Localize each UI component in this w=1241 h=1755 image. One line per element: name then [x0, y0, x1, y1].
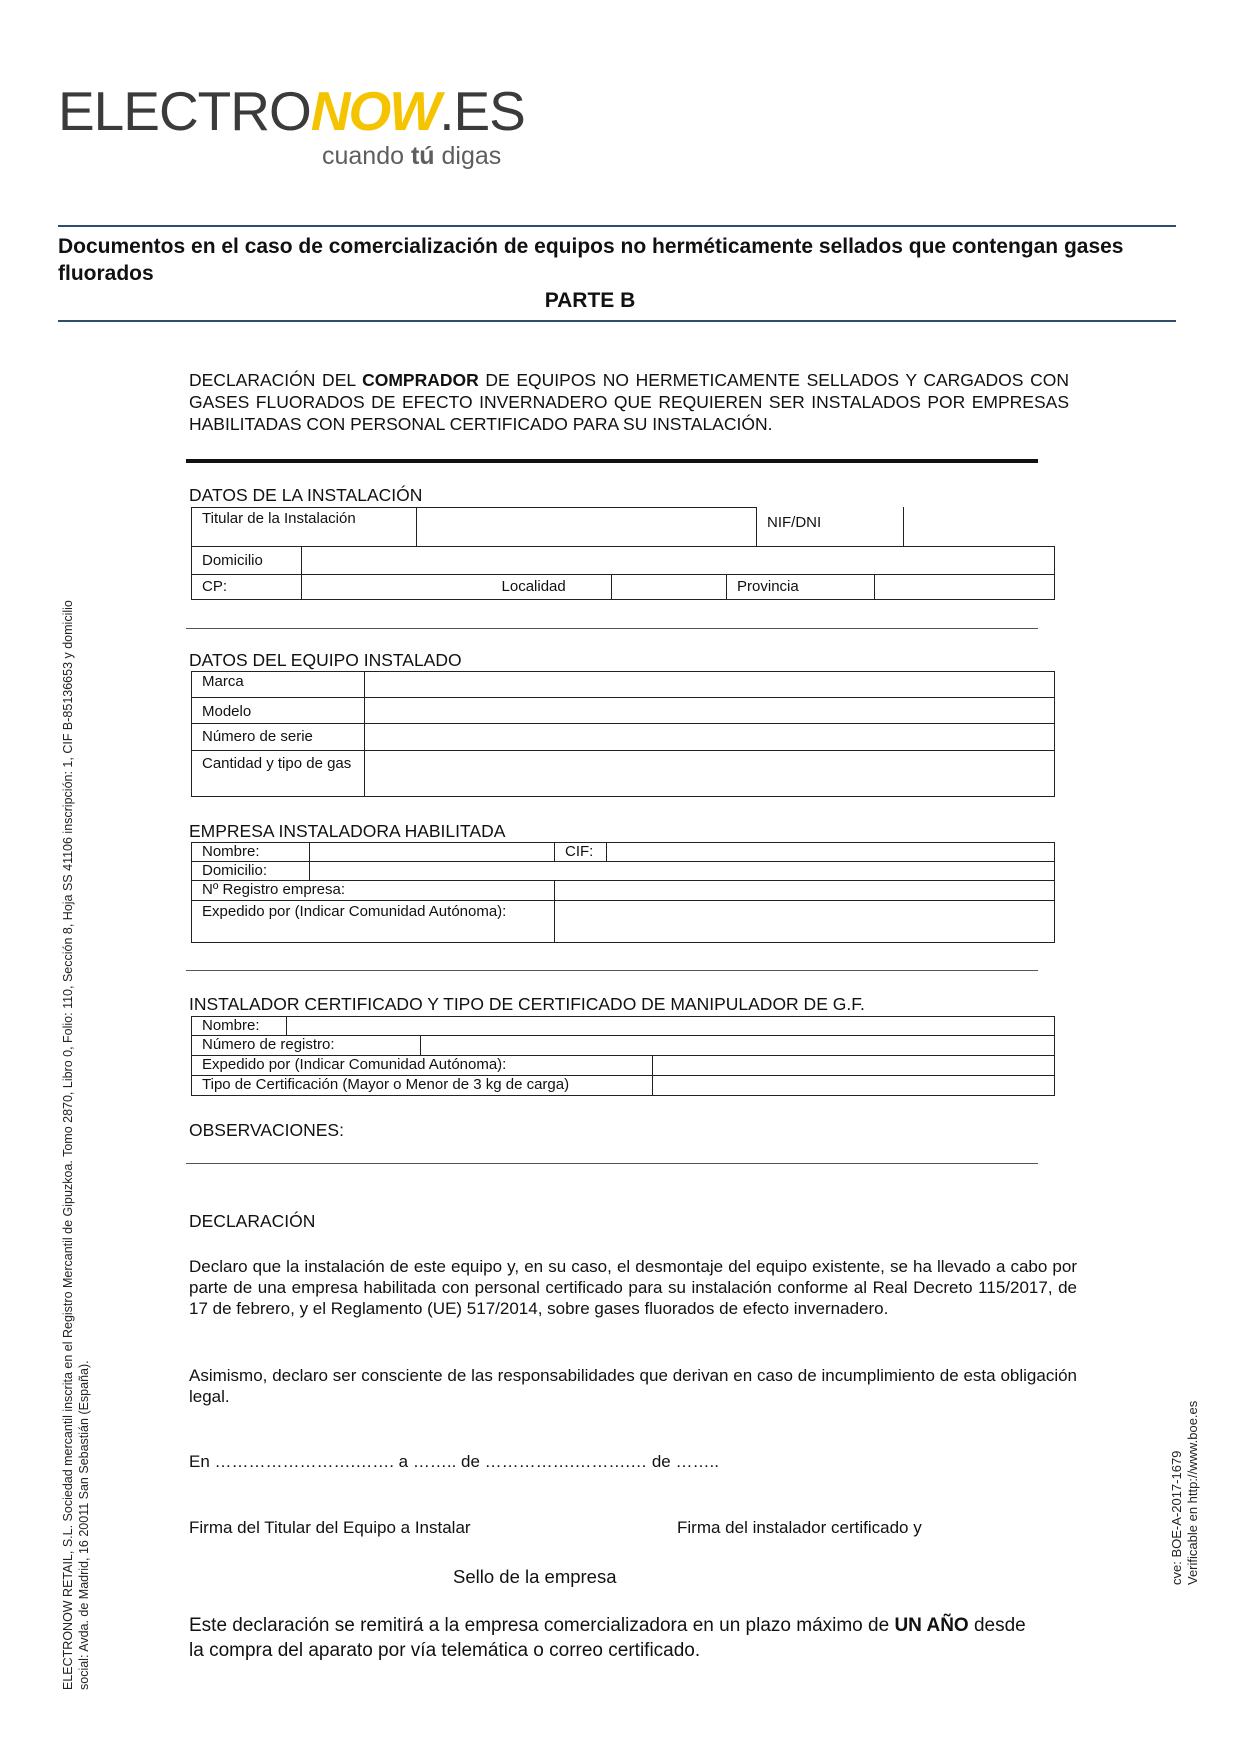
modelo-field[interactable]: [365, 698, 1055, 724]
intro-declaration: DECLARACIÓN DEL COMPRADOR DE EQUIPOS NO HERMETICAMENTE SELLADOS Y CARGADOS CON GASES FLUORADOS DE EFECTO INVERNADERO QUE REQUIEREN SER INSTALADOS POR EMPRESAS HABILITADAS CON PERSONAL CERTIFICADO PARA SU INSTALACIÓN.: [189, 370, 1069, 434]
document-subtitle: PARTE B: [544, 289, 636, 312]
company-domicilio-field[interactable]: [310, 862, 1055, 881]
localidad-field[interactable]: [612, 575, 727, 600]
cp-field[interactable]: [302, 575, 417, 600]
final-note: Este declaración se remitirá a la empresa comercializadora en un plazo máximo de UN AÑO desde la compra del aparato por vía telemática o correo certificado.: [189, 1615, 1026, 1661]
domicilio-field[interactable]: [302, 547, 1055, 575]
installer-registro-label: Número de registro:: [192, 1036, 421, 1056]
company-heading: EMPRESA INSTALADORA HABILITADA: [189, 821, 506, 841]
section-divider: [186, 970, 1038, 971]
installer-heading: INSTALADOR CERTIFICADO Y TIPO DE CERTIFICADO DE MANIPULADOR DE G.F.: [189, 994, 865, 1014]
installer-expedido-field[interactable]: [653, 1056, 1055, 1076]
installer-nombre-label: Nombre:: [192, 1017, 287, 1036]
serie-label: Número de serie: [192, 724, 365, 751]
place-date-line: En …………………….……. a …….. de …………….……….… de ……..: [189, 1452, 719, 1471]
declaracion-heading: DECLARACIÓN: [189, 1211, 316, 1231]
domicilio-label: Domicilio: [192, 547, 302, 575]
company-cif-label: CIF:: [555, 843, 607, 862]
provincia-label: Provincia: [727, 575, 875, 600]
serie-field[interactable]: [365, 724, 1055, 751]
section-divider: [186, 459, 1038, 463]
marca-label: Marca: [192, 672, 365, 698]
observaciones-label: OBSERVACIONES:: [189, 1120, 344, 1140]
installer-tipo-label: Tipo de Certificación (Mayor o Menor de 3 kg de carga): [192, 1076, 653, 1096]
logo-text-es: .ES: [439, 80, 525, 142]
cp-label: CP:: [192, 575, 302, 600]
logo-tagline: cuando tú digas: [322, 142, 502, 170]
declaracion-paragraph-1: Declaro que la instalación de este equipo y, en su caso, el desmontaje del equipo existente, se ha llevado a cabo por parte de una empresa habilitada con personal certificado para su instalación conforme al Real Decreto 115/2017, de 17 de febrero, y el Reglamento (UE) 517/2014, sobre gases fluorados de efecto invernadero.: [189, 1257, 1077, 1318]
company-registro-field[interactable]: [555, 881, 1055, 901]
installation-table: [191, 507, 1055, 600]
installation-heading: DATOS DE LA INSTALACIÓN: [189, 485, 423, 505]
boe-verification-note: cve: BOE-A-2017-1679 Verificable en http://www.boe.es: [1169, 1400, 1200, 1585]
modelo-label: Modelo: [192, 698, 365, 724]
header-rule-top: [58, 225, 1176, 227]
localidad-label: Localidad: [417, 575, 612, 600]
company-nombre-field[interactable]: [310, 843, 555, 862]
gas-label: Cantidad y tipo de gas: [192, 751, 365, 797]
company-registro-label: Nº Registro empresa:: [192, 881, 555, 901]
marca-field[interactable]: [365, 672, 1055, 698]
company-registry-note: ELECTRONOW RETAIL, S.L. Sociedad mercantil inscrita en el Registro Mercantil de Gipuzkoa. Tomo 2870, Libro 0, Folio: 110, Sección 8, Hoja SS 41106 inscripción: 1, CIF B-85136653 y domicilio social: Avda. de Madrid, 16 20011 San Sebastián (España).: [61, 600, 91, 1690]
header-rule-bottom: [58, 320, 1176, 322]
company-nombre-label: Nombre:: [192, 843, 310, 862]
observaciones-line: [186, 1163, 1038, 1164]
company-expedido-field[interactable]: [555, 901, 1055, 943]
provincia-field[interactable]: [875, 575, 1055, 600]
equipment-table: [191, 671, 1055, 797]
signature-holder-label: Firma del Titular del Equipo a Instalar: [189, 1518, 471, 1537]
installer-tipo-field[interactable]: [653, 1076, 1055, 1096]
logo: [58, 80, 525, 142]
document-title: Documentos en el caso de comercialización de equipos no herméticamente sellados que contengan gases fluorados: [58, 235, 1124, 285]
gas-field[interactable]: [365, 751, 1055, 797]
signature-installer-label: Firma del instalador certificado y: [677, 1518, 922, 1537]
company-domicilio-label: Domicilio:: [192, 862, 310, 881]
installer-expedido-label: Expedido por (Indicar Comunidad Autónoma):: [192, 1056, 653, 1076]
declaracion-paragraph-2: Asimismo, declaro ser consciente de las responsabilidades que derivan en caso de incumplimiento de esta obligación legal.: [189, 1366, 1077, 1406]
installer-nombre-field[interactable]: [287, 1017, 1055, 1036]
nif-label: NIF/DNI: [756, 507, 904, 546]
company-seal-label: Sello de la empresa: [453, 1566, 617, 1587]
section-divider: [186, 628, 1038, 629]
company-expedido-label: Expedido por (Indicar Comunidad Autónoma):: [192, 901, 555, 943]
installer-table: [191, 1016, 1055, 1096]
company-cif-field[interactable]: [607, 843, 1055, 862]
logo-text-electro: ELECTRO: [58, 80, 311, 142]
logo-text-now: NOW: [310, 80, 440, 142]
installer-registro-field[interactable]: [421, 1036, 1055, 1056]
equipment-heading: DATOS DEL EQUIPO INSTALADO: [189, 650, 462, 670]
company-table: [191, 842, 1055, 943]
titular-label: Titular de la Instalación: [192, 508, 417, 547]
